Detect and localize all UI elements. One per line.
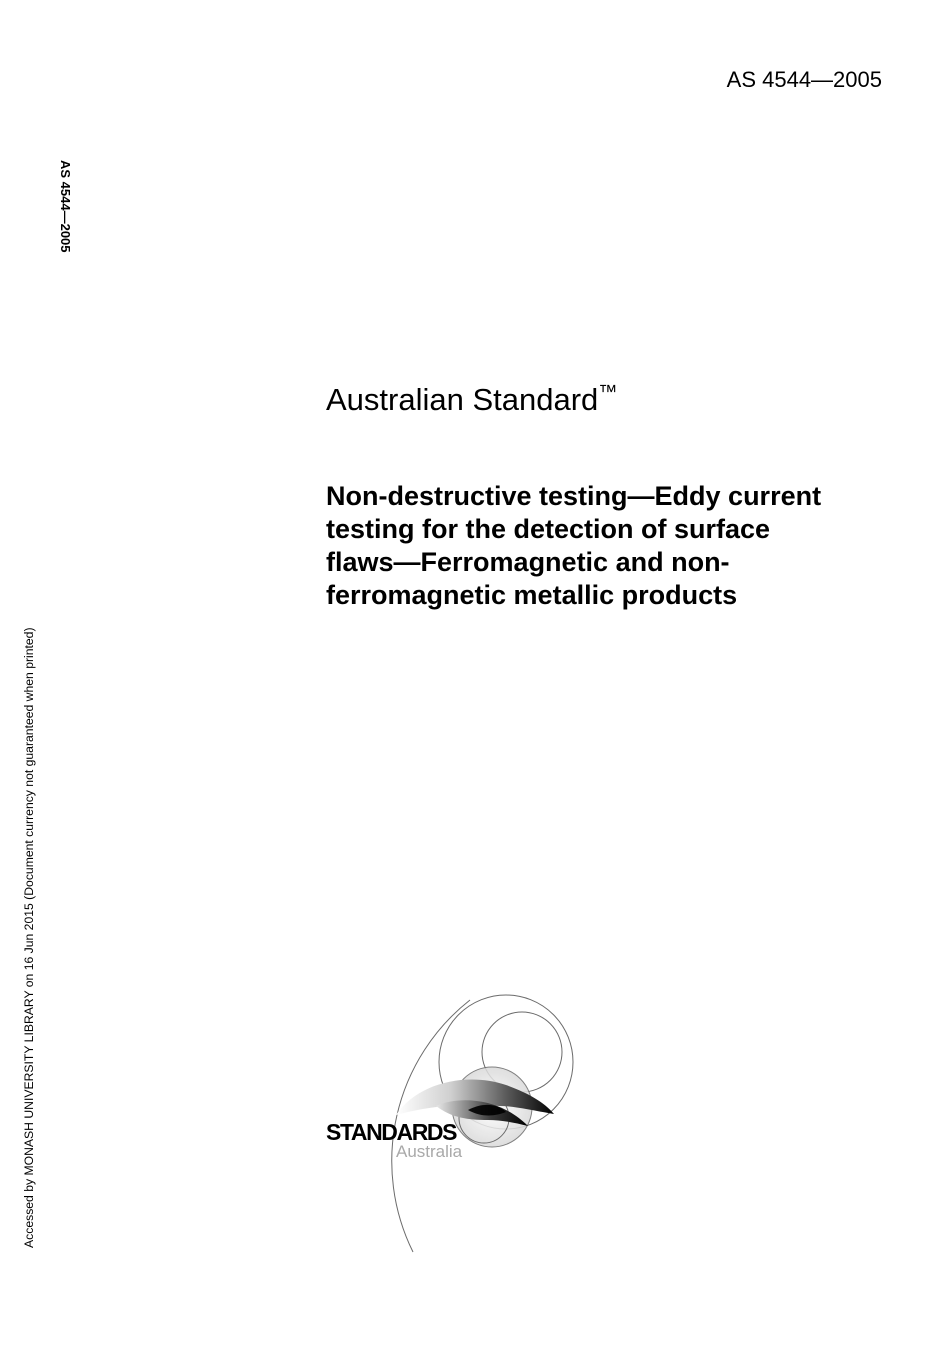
series-title [326, 374, 617, 419]
document-title-line: Non-destructive testing—Eddy current [326, 481, 822, 511]
logo-wordmark-standards: STANDARDS [326, 1119, 457, 1145]
spine-document-code: AS 4544—2005 [58, 160, 73, 253]
document-title-line: testing for the detection of surface [326, 514, 771, 544]
access-notice: Accessed by MONASH UNIVERSITY LIBRARY on 16 Jun 2015 (Document currency not guaranteed when printed) [22, 627, 36, 1248]
document-code-header: AS 4544—2005 [726, 67, 882, 92]
logo-wordmark-australia: Australia [396, 1142, 463, 1161]
document-title-line: flaws—Ferromagnetic and non- [326, 547, 730, 577]
standards-australia-logo [318, 990, 588, 1260]
trademark-symbol: ™ [598, 382, 618, 403]
document-title-line: ferromagnetic metallic products [326, 580, 738, 610]
series-title-text: Australian Standard [326, 382, 599, 417]
document-title [326, 480, 886, 612]
